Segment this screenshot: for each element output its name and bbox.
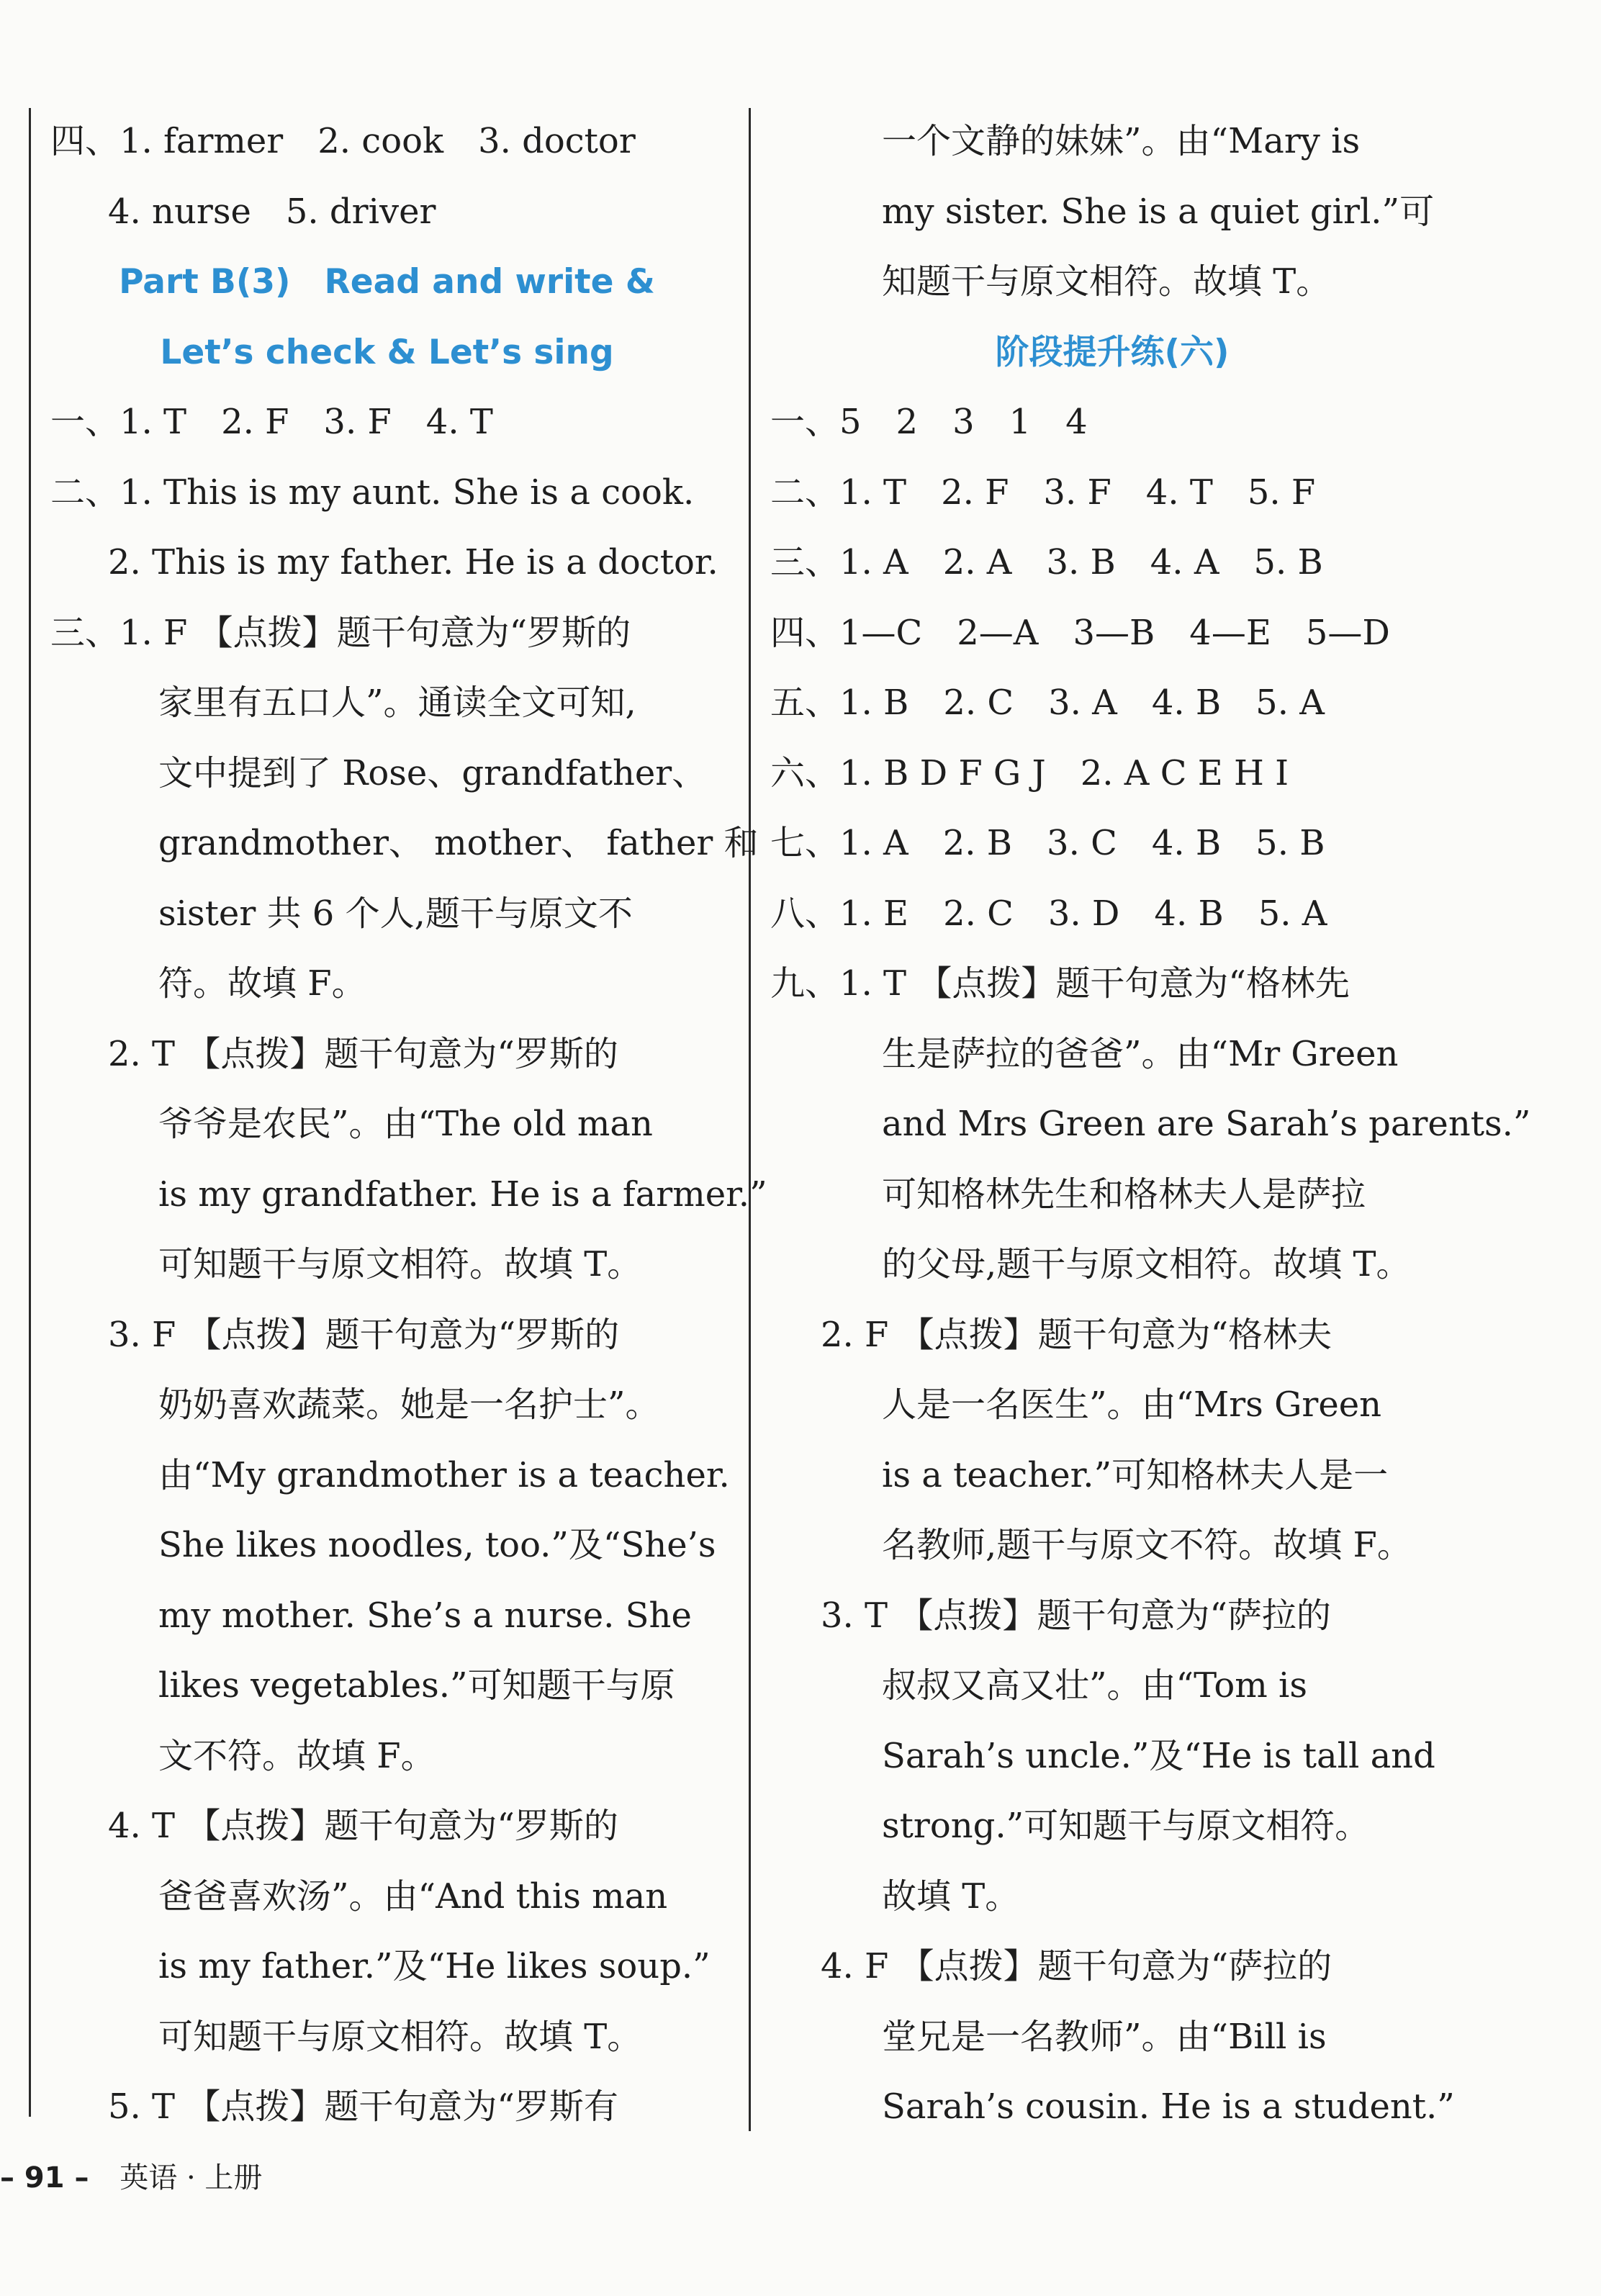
page-number: – 91 – (0, 2161, 89, 2194)
answer-line: sister 共 6 个人,题干与原文不 (158, 893, 633, 934)
answer-line: likes vegetables.”可知题干与原 (158, 1665, 675, 1706)
answer-line: is my grandfather. He is a farmer.” (158, 1174, 767, 1215)
answer-line: 爷爷是农民”。由“The old man (158, 1104, 653, 1144)
answer-line: 人是一名医生”。由“Mrs Green (882, 1385, 1382, 1425)
section-heading: Part B(3) Read and write & (119, 262, 655, 302)
page-footer (0, 2149, 262, 2207)
answer-line: my sister. She is a quiet girl.”可 (882, 191, 1435, 232)
answer-line: 5. T 【点拨】题干句意为“罗斯有 (108, 2086, 618, 2127)
answer-line: 八、1. E 2. C 3. D 4. B 5. A (770, 893, 1327, 934)
answer-line: 可知题干与原文相符。故填 T。 (158, 1244, 642, 1284)
answer-line: 知题干与原文相符。故填 T。 (882, 261, 1331, 302)
answer-line: 4. F 【点拨】题干句意为“萨拉的 (821, 1946, 1332, 1986)
answer-line: 一、1. T 2. F 3. F 4. T (50, 402, 493, 442)
answer-line: is a teacher.”可知格林夫人是一 (882, 1454, 1389, 1495)
answer-line: Sarah’s uncle.”及“He is tall and (882, 1735, 1435, 1776)
answer-line: is my father.”及“He likes soup.” (158, 1946, 711, 1986)
answer-line: 九、1. T 【点拨】题干句意为“格林先 (770, 963, 1350, 1004)
answer-line: She likes noodles, too.”及“She’s (158, 1525, 716, 1565)
answer-line: Sarah’s cousin. He is a student.” (882, 2086, 1455, 2127)
answer-line: my mother. She’s a nurse. She (158, 1595, 692, 1636)
answer-line: 六、1. B D F G J 2. A C E H I (770, 752, 1289, 793)
answer-line: 家里有五口人”。通读全文可知, (158, 683, 636, 723)
answer-line: 五、1. B 2. C 3. A 4. B 5. A (770, 683, 1325, 723)
answer-line: 奶奶喜欢蔬菜。她是一名护士”。 (158, 1385, 660, 1425)
answer-line: 七、1. A 2. B 3. C 4. B 5. B (770, 823, 1325, 863)
left-margin-rule (29, 108, 31, 2117)
answer-line: 一个文静的妹妹”。由“Mary is (882, 121, 1361, 161)
answer-line: 叔叔又高又壮”。由“Tom is (882, 1665, 1308, 1706)
answer-line: 文中提到了 Rose、grandfather、 (158, 752, 707, 793)
answer-line: 二、1. This is my aunt. She is a cook. (50, 472, 695, 513)
answer-line: 堂兄是一名教师”。由“Bill is (882, 2016, 1327, 2057)
answer-line: and Mrs Green are Sarah’s parents.” (882, 1104, 1531, 1144)
answer-line: grandmother、 mother、 father 和 (158, 823, 759, 863)
answer-line: 名教师,题干与原文不符。故填 F。 (882, 1525, 1412, 1565)
answer-line: 由“My grandmother is a teacher. (158, 1454, 730, 1495)
answer-line: 3. F 【点拨】题干句意为“罗斯的 (108, 1314, 620, 1355)
answer-line: 4. T 【点拨】题干句意为“罗斯的 (108, 1806, 618, 1846)
section-heading: Let’s check & Let’s sing (160, 332, 614, 372)
answer-line: 三、1. A 2. A 3. B 4. A 5. B (770, 542, 1323, 582)
answer-line: 2. This is my father. He is a doctor. (108, 542, 718, 582)
answer-line: strong.”可知题干与原文相符。 (882, 1806, 1370, 1846)
answer-line: 故填 T。 (882, 1876, 1020, 1917)
right-column (770, 107, 1531, 2143)
answer-line: 2. T 【点拨】题干句意为“罗斯的 (108, 1033, 618, 1074)
answer-line: 四、1—C 2—A 3—B 4—E 5—D (770, 612, 1390, 653)
answer-line: 二、1. T 2. F 3. F 4. T 5. F (770, 472, 1316, 513)
answer-line: 文不符。故填 F。 (158, 1735, 436, 1776)
answer-line: 一、5 2 3 1 4 (770, 402, 1088, 442)
left-column (50, 107, 767, 2143)
book-label: 英语 · 上册 (119, 2161, 263, 2194)
answer-line: 三、1. F 【点拨】题干句意为“罗斯的 (50, 612, 631, 653)
answer-line: 可知题干与原文相符。故填 T。 (158, 2016, 642, 2057)
answer-line: 生是萨拉的爸爸”。由“Mr Green (882, 1033, 1399, 1074)
answer-line: 的父母,题干与原文相符。故填 T。 (882, 1244, 1411, 1284)
answer-line: 4. nurse 5. driver (108, 191, 436, 232)
answer-line: 3. T 【点拨】题干句意为“萨拉的 (821, 1595, 1331, 1636)
answer-line: 爸爸喜欢汤”。由“And this man (158, 1876, 668, 1917)
answer-line: 可知格林先生和格林夫人是萨拉 (882, 1174, 1366, 1215)
section-heading: 阶段提升练(六) (995, 332, 1230, 372)
answer-line: 四、1. farmer 2. cook 3. doctor (50, 121, 636, 161)
answer-line: 2. F 【点拨】题干句意为“格林夫 (821, 1314, 1332, 1355)
answer-line: 符。故填 F。 (158, 963, 366, 1004)
column-divider-rule (749, 108, 751, 2131)
